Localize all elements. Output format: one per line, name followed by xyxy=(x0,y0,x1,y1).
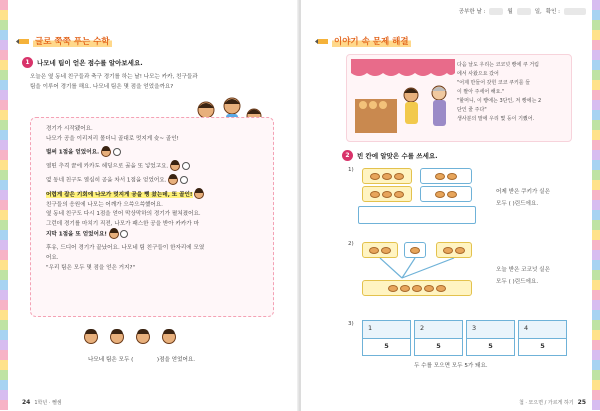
intro-line-2: 팀을 이루어 경기를 해요. 나모네 팀은 몇 점을 얻었을까요? xyxy=(30,83,174,90)
cookie-box-part-2a xyxy=(362,242,398,258)
bakery-illustration xyxy=(351,59,455,139)
soccer-ball-icon xyxy=(182,162,190,170)
story-line: 어요. xyxy=(46,255,59,262)
story-panel-line: 생사분의 말에 우리 몇 등이 기뻤어. xyxy=(457,116,535,122)
right-section-header xyxy=(315,35,411,47)
right-footer xyxy=(519,399,586,406)
kid-face-icon xyxy=(101,147,111,157)
left-page-number: 24 xyxy=(22,399,31,406)
kid-face-icon xyxy=(84,330,98,344)
cookie-box-part-1 xyxy=(420,168,472,184)
story-line: 친구들의 응원에 나모는 어깨가 으쓱으쓱했어요. xyxy=(46,201,163,208)
soccer-ball-icon xyxy=(120,230,128,238)
q1-label: 1) xyxy=(348,167,354,173)
merge-lines xyxy=(362,258,474,280)
left-section-title: 글로 쭉쭉 푸는 수학 xyxy=(35,37,110,47)
story-line-score: 벌써 1점을 얻었어요. xyxy=(46,147,268,158)
pencil-icon xyxy=(16,37,30,46)
table-cell-bottom: 5 xyxy=(384,342,389,350)
left-prompt xyxy=(22,57,143,68)
story-panel-line: "할머니, 이 빵에는 3단인, 저 빵에는 2 xyxy=(457,98,542,104)
q2-label: 2) xyxy=(348,241,354,247)
story-line: 경기가 시작됐어요. xyxy=(46,126,93,132)
answer-text-b: )점을 얻었어요. xyxy=(156,357,196,363)
story-panel-line: 다음 날도 우리는 코코넛 빵에 쿠 거림 xyxy=(457,62,539,68)
right-section-title: 이야기 속 문제 해결 xyxy=(334,37,409,47)
table-cell-top: 4 xyxy=(519,321,566,339)
left-section-header xyxy=(16,35,112,47)
left-footer xyxy=(22,399,62,406)
bakery-story-panel xyxy=(346,54,572,142)
table-cell-top: 3 xyxy=(467,321,514,339)
number-pair-table xyxy=(518,320,567,356)
pencil-icon xyxy=(315,37,329,46)
cookie-box-part-1b xyxy=(420,186,472,202)
kid-face-icon xyxy=(170,161,180,171)
answer-text-a: 나모네 팀은 모두 ( xyxy=(88,357,134,363)
month-label: 월 xyxy=(507,9,513,15)
day-label: 일, xyxy=(534,9,542,15)
kid-face-icon xyxy=(168,175,178,185)
cookie-box-total-1b xyxy=(362,186,412,202)
soccer-ball-icon xyxy=(180,176,188,184)
table-cell-bottom: 5 xyxy=(540,342,545,350)
check-input[interactable] xyxy=(564,8,586,15)
date-label: 공부한 날 : xyxy=(458,9,486,15)
rainbow-stripe-left xyxy=(0,0,8,411)
story-panel-line: 이 팔아 주세어 해요." xyxy=(457,89,505,95)
right-prompt xyxy=(342,150,438,161)
left-page xyxy=(0,0,299,411)
q1-text-a: 어제 받은 쿠키가 실은 xyxy=(496,189,550,195)
intro-text xyxy=(30,73,230,92)
soccer-ball-icon xyxy=(113,148,121,156)
story-line: 옆 동네 친구도 다시 1점을 얻어 막상막하의 경기가 펼쳐졌어요. xyxy=(46,211,201,218)
study-date-line xyxy=(459,7,586,15)
right-prompt-text: 빈 칸에 알맞은 수를 쓰세요. xyxy=(357,152,438,160)
cookie-box-total-2 xyxy=(362,280,472,296)
q2-text-a: 오늘 받은 코코넛 실은 xyxy=(496,267,550,273)
story-panel-line: 단인 줄 주다" xyxy=(457,107,487,113)
number-pair-table xyxy=(414,320,463,356)
q1-answer-box[interactable] xyxy=(358,206,476,224)
cookie-box-part-2b xyxy=(404,242,426,258)
story-line: 그런데 경기를 마치기 직전, 나모가 패스한 공을 받아 카카가 마 xyxy=(46,220,199,227)
number-pair-table xyxy=(466,320,515,356)
q1-text-b: 모두 ( )린드에요. xyxy=(496,201,539,207)
table-cell-top: 2 xyxy=(415,321,462,339)
kid-face-icon xyxy=(194,189,204,199)
check-label: 확인 : xyxy=(545,9,560,15)
left-answer-line xyxy=(88,355,195,363)
left-prompt-text: 나모네 팀이 얻은 점수를 알아보세요. xyxy=(37,59,143,67)
story-line: 어렵게 잡은 기회에 나모가 멋지게 공을 뻥 찼는데, 또 골인! xyxy=(46,189,268,200)
story-line: 열띤 추격 끝에 카카도 헤딩으로 골을 또 넣었고요. xyxy=(46,161,268,172)
story-line: "우리 팀은 모두 몇 점을 얻은 거지?" xyxy=(46,264,136,271)
bottom-note: 두 수를 모으면 모두 5가 돼요. xyxy=(414,363,488,369)
prompt-number-badge: 1 xyxy=(22,57,33,68)
q2-text-b: 모두 ( )린드에요. xyxy=(496,279,539,285)
right-footer-label: 첩 · 모으면 / 가르게 하기 xyxy=(518,400,574,406)
cookie-box-total-1 xyxy=(362,168,412,184)
story-line: 후유, 드디어 경기가 끝났어요. 나모네 팀 친구들이 한자리에 모였 xyxy=(46,245,205,252)
table-cell-bottom: 5 xyxy=(436,342,441,350)
kid-face-icon xyxy=(110,330,124,344)
team-faces xyxy=(84,330,176,344)
right-page-number: 25 xyxy=(577,399,586,406)
table-cell-top: 1 xyxy=(363,321,410,339)
intro-line-1: 오늘은 옆 동네 친구들과 축구 경기를 하는 날! 나모는 카카, 친구들과 xyxy=(30,74,198,80)
cookie-box-part-2c xyxy=(436,242,472,258)
story-line: 옆 동네 친구도 열심히 공을 차서 1점을 얻었어요. xyxy=(46,175,268,186)
bakery-story-text xyxy=(457,61,571,124)
month-input[interactable] xyxy=(489,8,503,15)
story-panel-line: 에서 사왔으요 갔어 xyxy=(457,71,499,77)
story-line: 지막 1점을 또 얻었어요! xyxy=(46,229,268,240)
kid-face-icon xyxy=(136,330,150,344)
rainbow-stripe-right xyxy=(592,0,600,411)
prompt-number-badge: 2 xyxy=(342,150,353,161)
story-panel-line: "어제 만들어 갖힌 코코 쿠키를 들 xyxy=(457,80,531,86)
day-input[interactable] xyxy=(517,8,531,15)
left-footer-label: 1학년 · 뺄셈 xyxy=(34,400,62,406)
story-text xyxy=(46,125,268,273)
q3-label: 3) xyxy=(348,321,354,327)
table-cell-bottom: 5 xyxy=(488,342,493,350)
story-line: 나모가 공을 이리저리 몰더니 골대로 멋지게 슛~ 골인! xyxy=(46,135,179,142)
number-pair-table xyxy=(362,320,411,356)
kid-face-icon xyxy=(109,229,119,239)
kid-face-icon xyxy=(162,330,176,344)
